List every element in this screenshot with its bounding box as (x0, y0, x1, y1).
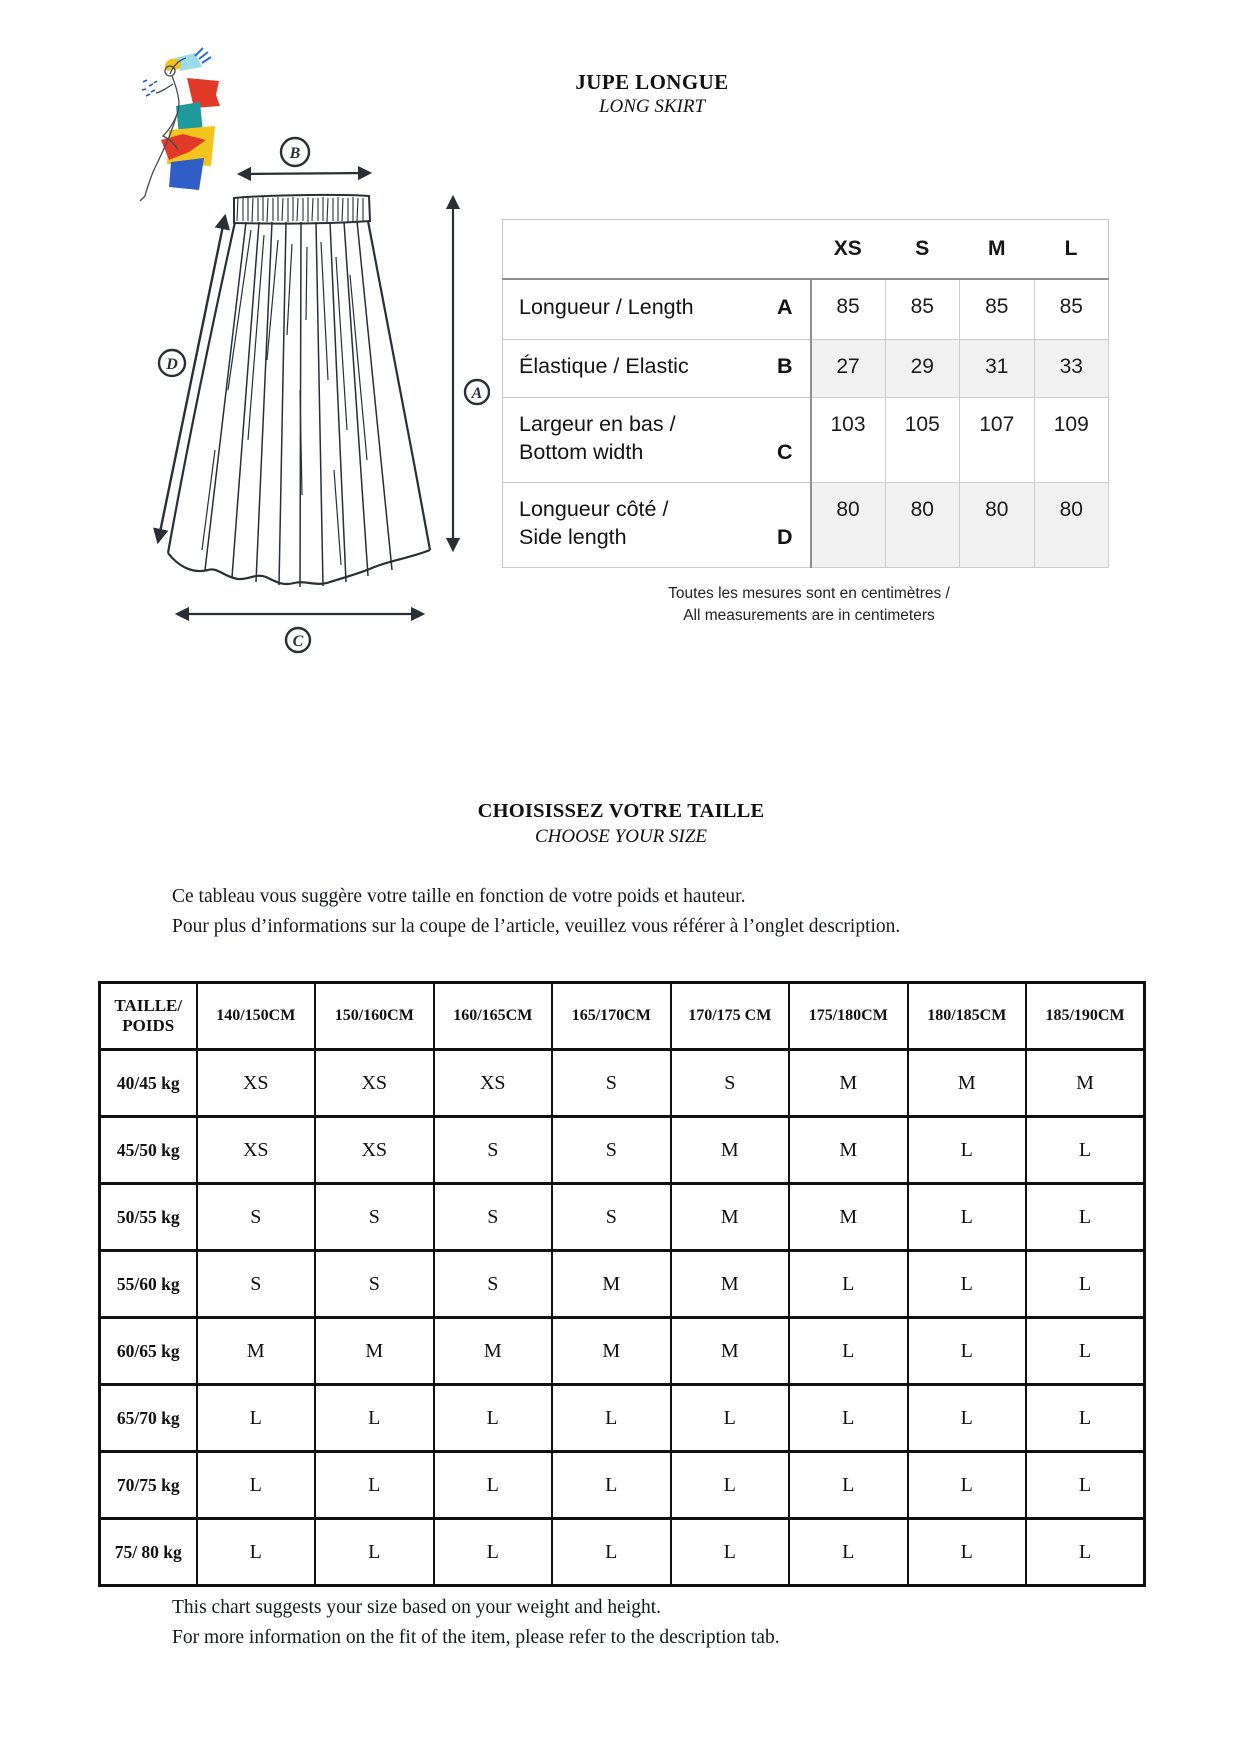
heading-french: CHOISISSEZ VOTRE TAILLE (477, 800, 765, 822)
size-cell: XS (197, 1117, 316, 1184)
height-header: 140/150CM (197, 983, 316, 1050)
measurement-label: Élastique / Elastic B (503, 339, 811, 397)
size-column-header: XS (811, 220, 886, 280)
corner-header: TAILLE/ POIDS (100, 983, 197, 1050)
diagram-label-b: B (289, 145, 301, 162)
size-cell: L (671, 1452, 790, 1519)
measurement-row-side-length (503, 482, 1109, 567)
size-cell: S (315, 1251, 434, 1318)
table-row (100, 1050, 1145, 1117)
size-cell: L (789, 1251, 908, 1318)
measurement-value: 103 (811, 397, 886, 482)
size-cell: L (789, 1318, 908, 1385)
measurement-value: 80 (885, 482, 960, 567)
size-cell: XS (315, 1050, 434, 1117)
size-cell: L (197, 1385, 316, 1452)
size-cell: M (789, 1184, 908, 1251)
size-cell: L (315, 1385, 434, 1452)
measurement-value: 107 (960, 397, 1035, 482)
size-chart-intro: Ce tableau vous suggère votre taille en fonction de votre poids et hauteur. Pour plus d’informations sur la coupe de l’article, veuillez vous référer à l’onglet description. (172, 886, 901, 937)
measurement-value: 33 (1034, 339, 1109, 397)
table-row (100, 1251, 1145, 1318)
size-cell: L (1026, 1184, 1145, 1251)
measurements-header-row (503, 220, 1109, 280)
table-row (100, 1318, 1145, 1385)
skirt-outline (168, 222, 235, 553)
title-english: LONG SKIRT (598, 96, 706, 117)
size-cell: M (789, 1050, 908, 1117)
size-cell: L (908, 1318, 1027, 1385)
size-cell: XS (315, 1117, 434, 1184)
diagram-label-a: A (471, 385, 483, 402)
measurement-value: 80 (811, 482, 886, 567)
size-cell: M (789, 1117, 908, 1184)
size-cell: L (197, 1452, 316, 1519)
size-cell: M (671, 1117, 790, 1184)
measurements-table (502, 219, 1109, 568)
choose-size-heading (371, 799, 871, 848)
measurement-value: 105 (885, 397, 960, 482)
measurement-value: 80 (960, 482, 1035, 567)
table-row (100, 1452, 1145, 1519)
height-header: 180/185CM (908, 983, 1027, 1050)
measure-arrow-d (158, 216, 225, 542)
table-row (100, 1117, 1145, 1184)
size-cell: L (908, 1452, 1027, 1519)
size-cell: S (434, 1117, 553, 1184)
size-cell: L (908, 1117, 1027, 1184)
size-cell: L (789, 1452, 908, 1519)
title-french: JUPE LONGUE (575, 70, 729, 94)
size-cell: L (908, 1251, 1027, 1318)
measurements-note: Toutes les mesures sont en centimètres / All measurements are in centimeters (668, 585, 950, 624)
size-cell: L (434, 1385, 553, 1452)
size-cell: L (552, 1519, 671, 1586)
weight-label: 45/50 kg (100, 1117, 197, 1184)
measurement-letter: C (776, 439, 793, 464)
skirt-waistband (234, 195, 370, 224)
size-cell: L (552, 1385, 671, 1452)
weight-label: 70/75 kg (100, 1452, 197, 1519)
measurement-value: 27 (811, 339, 886, 397)
measurement-letter: D (776, 524, 793, 549)
size-cell: M (552, 1251, 671, 1318)
size-cell: S (552, 1184, 671, 1251)
size-cell: M (908, 1050, 1027, 1117)
size-cell: L (1026, 1385, 1145, 1452)
measurement-value: 109 (1034, 397, 1109, 482)
measurement-value: 80 (1034, 482, 1109, 567)
size-cell: S (197, 1251, 316, 1318)
size-cell: M (434, 1318, 553, 1385)
size-cell: L (671, 1385, 790, 1452)
weight-label: 75/ 80 kg (100, 1519, 197, 1586)
weight-label: 50/55 kg (100, 1184, 197, 1251)
heading-english: CHOOSE YOUR SIZE (534, 826, 708, 847)
size-cell: S (552, 1117, 671, 1184)
size-cell: M (197, 1318, 316, 1385)
size-cell: M (671, 1318, 790, 1385)
weight-label: 55/60 kg (100, 1251, 197, 1318)
size-cell: S (434, 1184, 553, 1251)
height-header: 175/180CM (789, 983, 908, 1050)
measurement-value: 29 (885, 339, 960, 397)
size-cell: L (434, 1452, 553, 1519)
table-row (100, 1519, 1145, 1586)
page-title (452, 70, 852, 118)
size-cell: L (434, 1519, 553, 1586)
measurement-value: 85 (960, 279, 1035, 339)
weight-label: 60/65 kg (100, 1318, 197, 1385)
height-header: 160/165CM (434, 983, 553, 1050)
size-cell: L (1026, 1251, 1145, 1318)
size-cell: L (671, 1519, 790, 1586)
size-cell: M (552, 1318, 671, 1385)
measurement-label: Longueur côté / Side length D (503, 482, 811, 567)
measure-arrow-b (239, 173, 370, 174)
size-cell: M (315, 1318, 434, 1385)
size-chart-footnote: This chart suggests your size based on your weight and height. For more information on the fit of the item, please refer to the description tab. (172, 1597, 780, 1648)
measurement-row-elastic (503, 339, 1109, 397)
size-cell: M (671, 1251, 790, 1318)
size-cell: L (1026, 1519, 1145, 1586)
measurement-value: 31 (960, 339, 1035, 397)
size-cell: M (1026, 1050, 1145, 1117)
size-cell: S (671, 1050, 790, 1117)
measurement-row-length (503, 279, 1109, 339)
skirt-measurement-diagram (120, 130, 490, 655)
size-cell: L (552, 1452, 671, 1519)
size-cell: S (197, 1184, 316, 1251)
size-cell: S (552, 1050, 671, 1117)
size-chart-header-row (100, 983, 1145, 1050)
measurement-value: 85 (885, 279, 960, 339)
measurement-label: Largeur en bas / Bottom width C (503, 397, 811, 482)
table-row (100, 1385, 1145, 1452)
height-header: 150/160CM (315, 983, 434, 1050)
height-header: 165/170CM (552, 983, 671, 1050)
measurement-value: 85 (1034, 279, 1109, 339)
size-cell: XS (434, 1050, 553, 1117)
diagram-label-c: C (292, 633, 304, 650)
size-cell: L (197, 1519, 316, 1586)
size-cell: L (315, 1452, 434, 1519)
weight-label: 65/70 kg (100, 1385, 197, 1452)
weight-label: 40/45 kg (100, 1050, 197, 1117)
table-row (100, 1184, 1145, 1251)
size-chart-table (98, 981, 1146, 1587)
measurement-label: Longueur / Length A (503, 279, 811, 339)
measurement-value: 85 (811, 279, 886, 339)
measurement-row-bottom-width (503, 397, 1109, 482)
corner-cell (503, 220, 811, 280)
size-cell: S (434, 1251, 553, 1318)
size-cell: XS (197, 1050, 316, 1117)
size-cell: M (671, 1184, 790, 1251)
size-cell: L (315, 1519, 434, 1586)
size-column-header: M (960, 220, 1035, 280)
size-cell: L (908, 1184, 1027, 1251)
size-cell: L (908, 1385, 1027, 1452)
size-cell: L (1026, 1452, 1145, 1519)
size-cell: S (315, 1184, 434, 1251)
size-cell: L (1026, 1117, 1145, 1184)
size-column-header: S (885, 220, 960, 280)
size-cell: L (908, 1519, 1027, 1586)
size-cell: L (789, 1385, 908, 1452)
measurement-letter: B (776, 354, 793, 378)
size-cell: L (1026, 1318, 1145, 1385)
size-column-header: L (1034, 220, 1109, 280)
size-cell: L (789, 1519, 908, 1586)
measurement-letter: A (776, 295, 793, 320)
height-header: 185/190CM (1026, 983, 1145, 1050)
diagram-label-d: D (166, 356, 178, 373)
height-header: 170/175 CM (671, 983, 790, 1050)
